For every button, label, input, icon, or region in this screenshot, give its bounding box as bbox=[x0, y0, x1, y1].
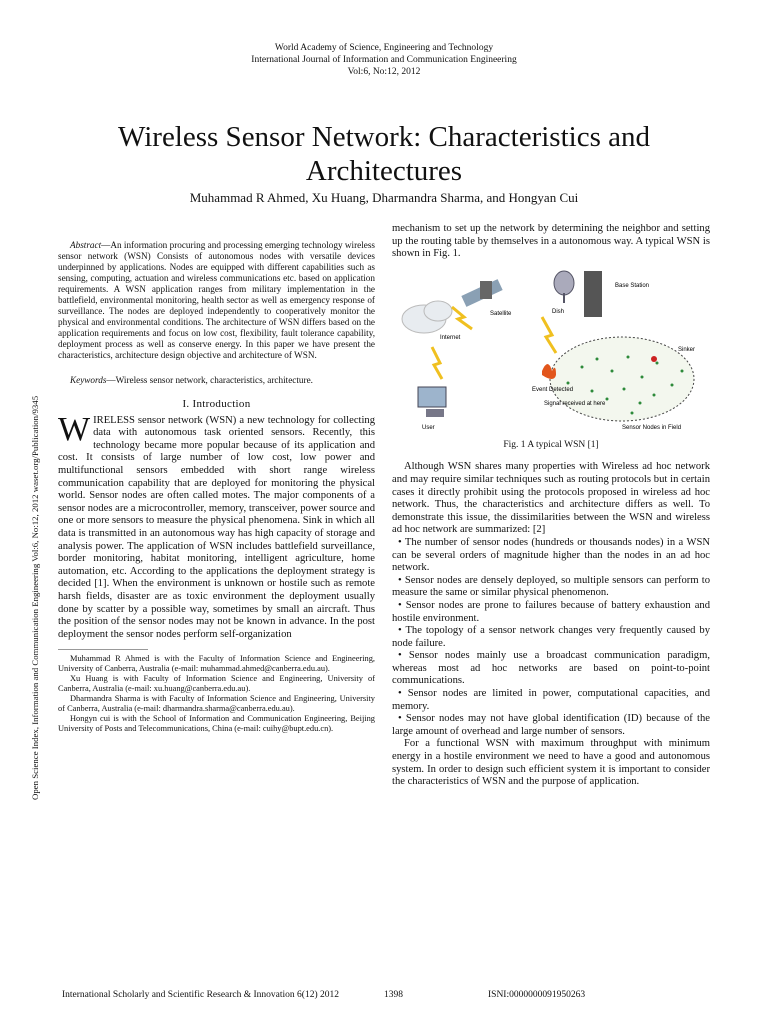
sinker-icon bbox=[651, 356, 657, 362]
internet-cloud-icon bbox=[402, 301, 452, 333]
title-line-2: Architectures bbox=[305, 155, 463, 187]
paper-title bbox=[60, 120, 708, 188]
authors: Muhammad R Ahmed, Xu Huang, Dharmandra Sharma, and Hongyan Cui bbox=[189, 190, 579, 205]
keywords-dash: — bbox=[106, 375, 116, 385]
right-top-paragraph: mechanism to set up the network by determining the neighbor and setting up the routing table by themselves in a autonomous way. A typical WSN is shown in Fig. 1. bbox=[392, 223, 710, 260]
intro-text: IRELESS sensor network (WSN) a new technology for collecting data with autonomous task oriented sensors. Recently, this technology became more popular because of its application and cost. It consists of large number of low cost, low power and multifunctional sensors embedded with short range wireless communication capability that are deployed for monitoring the physical world. Sensor nodes are often called motes. The major components of a sensor nodes are a microcontroller, memory, transceiver, power source and one or more sensors to measure the physical phenomena. Sink in which all data is transmitted in an autonomous way has high capacity of storage and analysis power. The application of WSN includes battlefield surveillance, border monitoring, habitat monitoring, intelligent agriculture, home automation, etc. According to the applications the deployment strategy is decided [1]. When the environment is unknown or hostile such as remote harsh fields, disaster are as toxic environment the deployment usually done by scatter by a possible way, sometimes by small an aircraft. Thus the position of the sensor nodes may not be known in advance. In the post deployment the sensor nodes perform self-organization bbox=[58, 414, 375, 640]
footnote-2: Xu Huang is with Faculty of Information Science and Engineering, University of Canberra, Australia (e-mail: xu.huang@canberra.edu.au). bbox=[58, 674, 375, 694]
title-line-1: Wireless Sensor Network: Characteristics and bbox=[118, 121, 650, 153]
right-column bbox=[392, 223, 710, 789]
bullet-item: • The number of sensor nodes (hundreds or thousands nodes) in a WSN can be several orders of magnitude higher than the nodes in an ad hoc network. bbox=[392, 536, 710, 574]
right-paragraph-1: Although WSN shares many properties with Wireless ad hoc network and may require similar techniques such as routing protocols but in certain cases it directly prohibit using the protocols proposed in wireless ad hoc network. Thus, the characteristics and architecture differs as well. To demonstrate this issue, the dissimilarities between the WSN and wireless ad hoc network are summarized: [2] bbox=[392, 461, 710, 536]
dropcap: W bbox=[58, 410, 91, 448]
sinker-label: Sinker bbox=[678, 346, 696, 353]
signal-label: Signal received at here bbox=[544, 400, 606, 407]
keywords bbox=[58, 375, 375, 386]
abstract-label: Abstract bbox=[70, 240, 102, 250]
keywords-label: Keywords bbox=[70, 375, 107, 385]
header-line-3: Vol:6, No:12, 2012 bbox=[347, 67, 421, 77]
figure-caption: Fig. 1 A typical WSN [1] bbox=[503, 439, 599, 450]
link-bolt-icon bbox=[452, 307, 472, 329]
side-citation: Open Science Index, Information and Communication Engineering Vol:6, No:12, 2012 waset.org/Publication/9345 bbox=[30, 395, 40, 800]
header-line-1: World Academy of Science, Engineering and Technology bbox=[274, 43, 494, 53]
bullet-item: • Sensor nodes are limited in power, computational capacities, and memory. bbox=[392, 688, 710, 712]
wsn-figure bbox=[392, 267, 710, 437]
bullet-item: • Sensor nodes are densely deployed, so multiple sensors can perform to measure the same or similar physical phenomenon. bbox=[392, 574, 710, 599]
dish-icon bbox=[554, 271, 574, 303]
bullet-item: • Sensor nodes are prone to failures because of battery exhaustion and hostile environment. bbox=[392, 599, 710, 624]
internet-label: Internet bbox=[440, 334, 461, 341]
footnote-3: Dharmandra Sharma is with Faculty of Information Science and Engineering, University of Canberra, Australia (e-mail: dharmandra.sharma@canberra.edu.au). bbox=[58, 694, 375, 714]
link-bolt-icon bbox=[432, 347, 442, 379]
dish-label: Dish bbox=[552, 308, 565, 315]
keywords-text: Wireless sensor network, characteristics, architecture. bbox=[115, 375, 313, 385]
abstract-dash: — bbox=[101, 240, 111, 250]
footer-left: International Scholarly and Scientific Research & Innovation 6(12) 2012 bbox=[62, 990, 340, 1000]
intro-paragraph bbox=[58, 410, 375, 642]
journal-header bbox=[0, 42, 768, 78]
footer-isni: ISNI:0000000091950263 bbox=[488, 990, 586, 1000]
bullet-item: • Sensor nodes mainly use a broadcast communication paradigm, whereas most ad hoc networks are based on point-to-point communications. bbox=[392, 650, 710, 687]
footnote-4: Hongyn cui is with the School of Information and Communication Engineering, Beijing University of Posts and Telecommunications, China (e-mail: cuihy@bupt.edu.cn). bbox=[58, 714, 375, 734]
user-label: User bbox=[422, 424, 435, 431]
page-number: 1398 bbox=[384, 990, 403, 1000]
right-paragraph-2: For a functional WSN with maximum throughput with minimum energy in a hostile environment we need to have a good and autonomous system. In order to design such efficient system it is important to consider the characteristics of WSN and the purpose of application. bbox=[392, 738, 710, 788]
abstract bbox=[58, 240, 375, 361]
footnote-1: Muhammad R Ahmed is with the Faculty of Information Science and Engineering, University of Canberra, Australia (e-mail: muhammad.ahmed@canberra.edu.au). bbox=[58, 654, 375, 674]
left-column bbox=[58, 240, 375, 734]
header-line-2: International Journal of Information and Communication Engineering bbox=[251, 55, 517, 65]
sensor-field bbox=[550, 337, 694, 421]
footnote-rule bbox=[58, 649, 148, 650]
link-bolt-icon bbox=[542, 317, 556, 353]
bullet-item: • Sensor nodes may not have global identification (ID) because of the large amount of overhead and large number of sensors. bbox=[392, 713, 710, 737]
section-title: I. Introduction bbox=[182, 398, 251, 410]
footnotes bbox=[58, 654, 375, 734]
abstract-text: An information procuring and processing emerging technology wireless sensor network (WSN) Consists of autonomous nodes with versatile devices underpinned by applications. Nodes are equipped with different capabilities such as sensing, computing, actuation and wireless communications etc. based on application requirements. A WSN application ranges from military implementation in the battlefield, environmental monitoring, health sector as well as emergency response of surveillance. The nodes are deployed independently to cooperatively monitor the physical and environmental conditions. The architecture of WSN differs based on the application requirements and focus on low cost, flexibility, fault tolerance capability, deployment process as well as conserve energy. In this paper we have present the characteristics, architecture design objective and architecture of WSN. bbox=[58, 240, 375, 360]
user-computer-icon bbox=[418, 387, 446, 417]
event-label: Event Detected bbox=[532, 386, 574, 393]
satellite-icon bbox=[461, 279, 502, 307]
base-station-icon bbox=[584, 271, 602, 317]
base-station-label: Base Station bbox=[615, 282, 650, 289]
nodes-label: Sensor Nodes in Field bbox=[622, 424, 682, 431]
bullet-item: • The topology of a sensor network changes very frequently caused by node failure. bbox=[392, 625, 710, 649]
satellite-label: Satellite bbox=[490, 310, 512, 317]
